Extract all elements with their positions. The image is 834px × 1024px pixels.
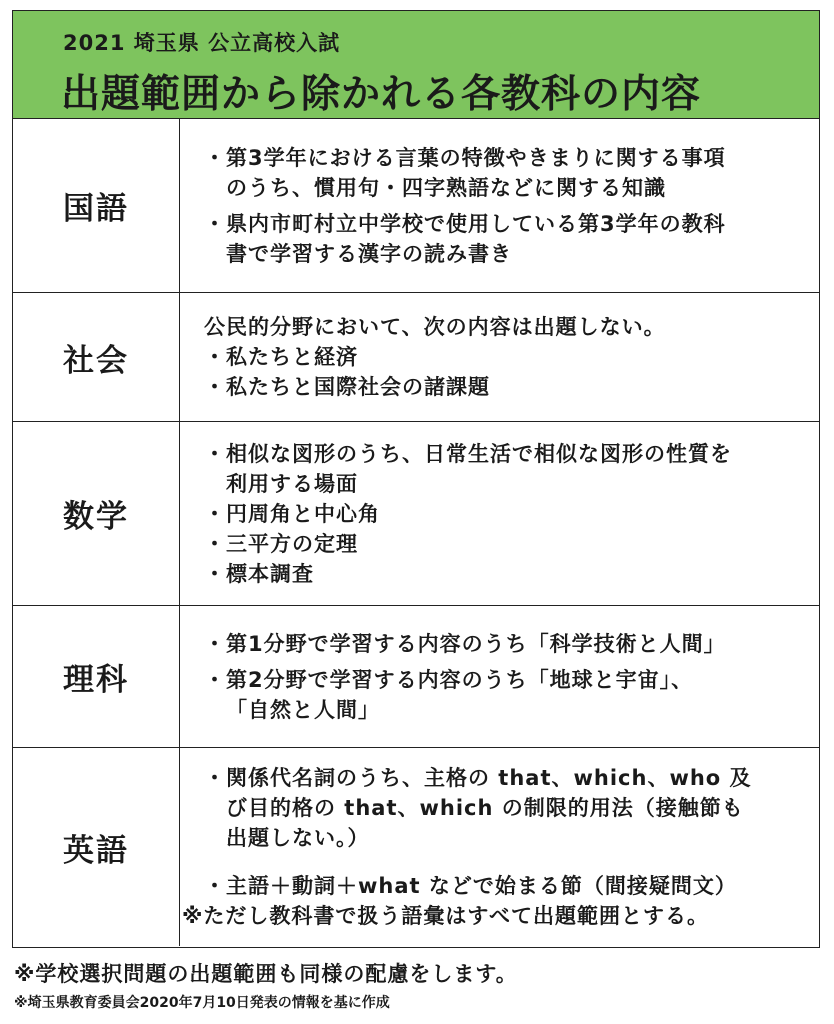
- table-row-science: [13, 606, 819, 748]
- source-note: ※埼玉県教育委員会2020年7月10日発表の情報を基に作成: [14, 995, 390, 1011]
- subject-label: 数学: [13, 422, 180, 605]
- subject-content: [180, 293, 819, 421]
- page-title: 出題範囲から除かれる各教科の内容: [61, 72, 702, 117]
- table-row-math: [13, 422, 819, 606]
- list-item: ・私たちと経済: [204, 345, 358, 369]
- subject-content: [180, 748, 819, 946]
- list-item: ・県内市町村立中学校で使用している第3学年の教科 書で学習する漢字の読み書き: [204, 211, 726, 266]
- list-item: ・第3学年における言葉の特徴やきまりに関する事項 のうち、慣用句・四字熟語などに関する知識: [204, 145, 726, 200]
- subject-label: 英語: [13, 748, 180, 946]
- list-item: ・相似な図形のうち、日常生活で相似な図形の性質を 利用する場面: [204, 441, 732, 496]
- subject-content: [180, 422, 819, 605]
- list-item: ・関係代名詞のうち、主格の that、which、who 及 び目的格の that、which の制限的用法（接触節も 出題しない。）: [204, 766, 752, 850]
- subject-label: 国語: [13, 119, 180, 292]
- list-item: ・第1分野で学習する内容のうち「科学技術と人間」: [204, 631, 726, 656]
- list-item: ・円周角と中心角: [204, 501, 380, 526]
- list-item: ・標本調査: [204, 561, 314, 586]
- subject-content: [180, 606, 819, 747]
- subject-content: [180, 119, 819, 292]
- table-header: [13, 11, 819, 119]
- footer-note: ※学校選択問題の出題範囲も同様の配慮をします。: [14, 962, 518, 986]
- table-row-social-studies: [13, 293, 819, 422]
- table-row-english: [13, 748, 819, 946]
- section-intro: 公民的分野において、次の内容は出題しない。: [204, 315, 666, 339]
- list-item: ・主語＋動詞＋what などで始まる節（間接疑問文）: [204, 874, 737, 898]
- vocabulary-note: ※ただし教科書で扱う語彙はすべて出題範囲とする。: [182, 904, 709, 928]
- exclusion-table: [12, 10, 820, 948]
- subject-label: 社会: [13, 293, 180, 421]
- list-item: ・第2分野で学習する内容のうち「地球と宇宙」、 「自然と人間」: [204, 667, 694, 722]
- subject-label: 理科: [13, 606, 180, 747]
- list-item: ・私たちと国際社会の諸課題: [204, 375, 490, 399]
- list-item: ・三平方の定理: [204, 531, 358, 556]
- header-subtitle: 2021 埼玉県 公立高校入試: [63, 31, 341, 55]
- table-row-japanese: [13, 119, 819, 293]
